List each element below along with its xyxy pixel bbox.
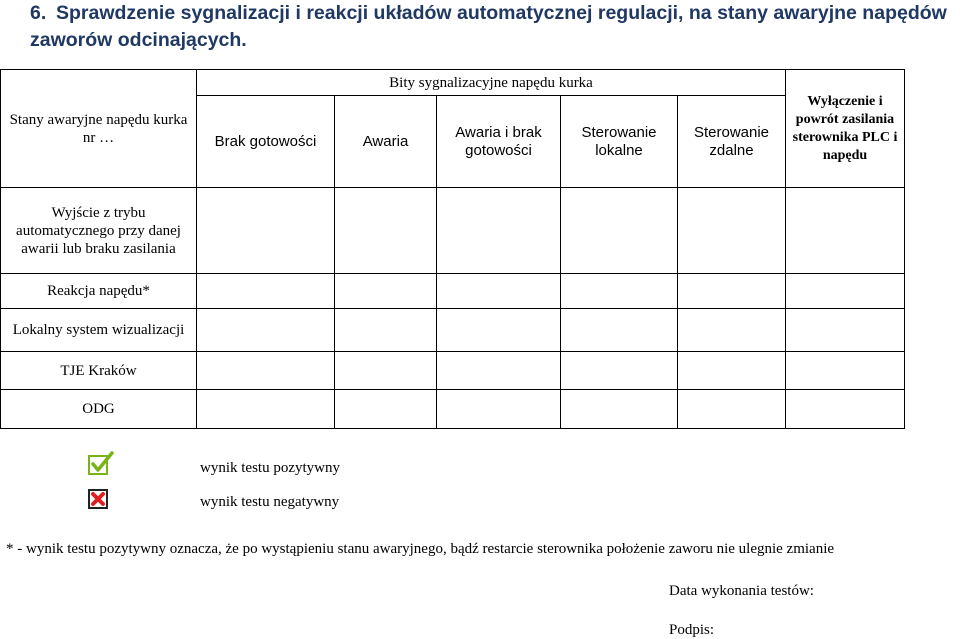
table-cell[interactable] (561, 309, 678, 352)
table-cell[interactable] (197, 309, 335, 352)
table-cell[interactable] (678, 309, 786, 352)
group-header: Bity sygnalizacyjne napędu kurka (197, 70, 786, 96)
legend-negative-label: wynik testu negatywny (200, 494, 340, 510)
table-cell[interactable] (678, 188, 786, 274)
table-cell[interactable] (335, 352, 437, 390)
row-label-lokalny-system: Lokalny system wizualizacji (1, 309, 197, 352)
section-title: Sprawdzenie sygnalizacji i reakcji układów automatycznej regulacji, na stany awaryjne napędów zaworów odcinających. (30, 2, 947, 51)
test-date-label: Data wykonania testów: (669, 583, 814, 599)
table-cell[interactable] (335, 390, 437, 429)
col-header-sterowanie-lokalne: Sterowanie lokalne (561, 96, 678, 188)
table-cell[interactable] (197, 188, 335, 274)
table-cell[interactable] (561, 352, 678, 390)
table-cell[interactable] (437, 309, 561, 352)
table-cell[interactable] (786, 309, 905, 352)
table-cell[interactable] (335, 309, 437, 352)
checkbox-check-icon (88, 455, 108, 475)
table-cell[interactable] (197, 390, 335, 429)
col-header-awaria: Awaria (335, 96, 437, 188)
row-label-wyjscie: Wyjście z trybu automatycznego przy danej awarii lub braku zasilania (1, 188, 197, 274)
table-cell[interactable] (197, 352, 335, 390)
last-column-header: Wyłączenie i powrót zasilania sterownika PLC i napędu (786, 70, 905, 188)
col-header-sterowanie-zdalne: Sterowanie zdalne (678, 96, 786, 188)
table-cell[interactable] (561, 390, 678, 429)
table-cell[interactable] (786, 274, 905, 309)
table-cell[interactable] (678, 274, 786, 309)
table-cell[interactable] (678, 390, 786, 429)
table-cell[interactable] (437, 390, 561, 429)
footnote: * - wynik testu pozytywny oznacza, że po wystąpieniu stanu awaryjnego, bądź restarcie sterownika położenie zaworu nie ulegnie zmianie (6, 541, 835, 557)
table-cell[interactable] (786, 188, 905, 274)
row-label-tje-krakow: TJE Kraków (1, 352, 197, 390)
col-header-brak-gotowosci: Brak gotowości (197, 96, 335, 188)
table-cell[interactable] (786, 352, 905, 390)
row-header-title: Stany awaryjne napędu kurka nr … (1, 70, 197, 188)
table-cell[interactable] (437, 352, 561, 390)
section-number: 6. (30, 2, 47, 24)
checkbox-cross-icon (88, 489, 108, 509)
table-cell[interactable] (437, 188, 561, 274)
signature-label: Podpis: (669, 622, 715, 638)
table-cell[interactable] (335, 274, 437, 309)
table-cell[interactable] (437, 274, 561, 309)
row-label-odg: ODG (1, 390, 197, 429)
table-cell[interactable] (335, 188, 437, 274)
table-cell[interactable] (786, 390, 905, 429)
row-label-reakcja: Reakcja napędu* (1, 274, 197, 309)
table-cell[interactable] (561, 188, 678, 274)
table-cell[interactable] (561, 274, 678, 309)
col-header-awaria-i-brak: Awaria i brak gotowości (437, 96, 561, 188)
legend-positive-label: wynik testu pozytywny (200, 460, 340, 476)
table-cell[interactable] (197, 274, 335, 309)
test-table (0, 69, 905, 429)
table-cell[interactable] (678, 352, 786, 390)
